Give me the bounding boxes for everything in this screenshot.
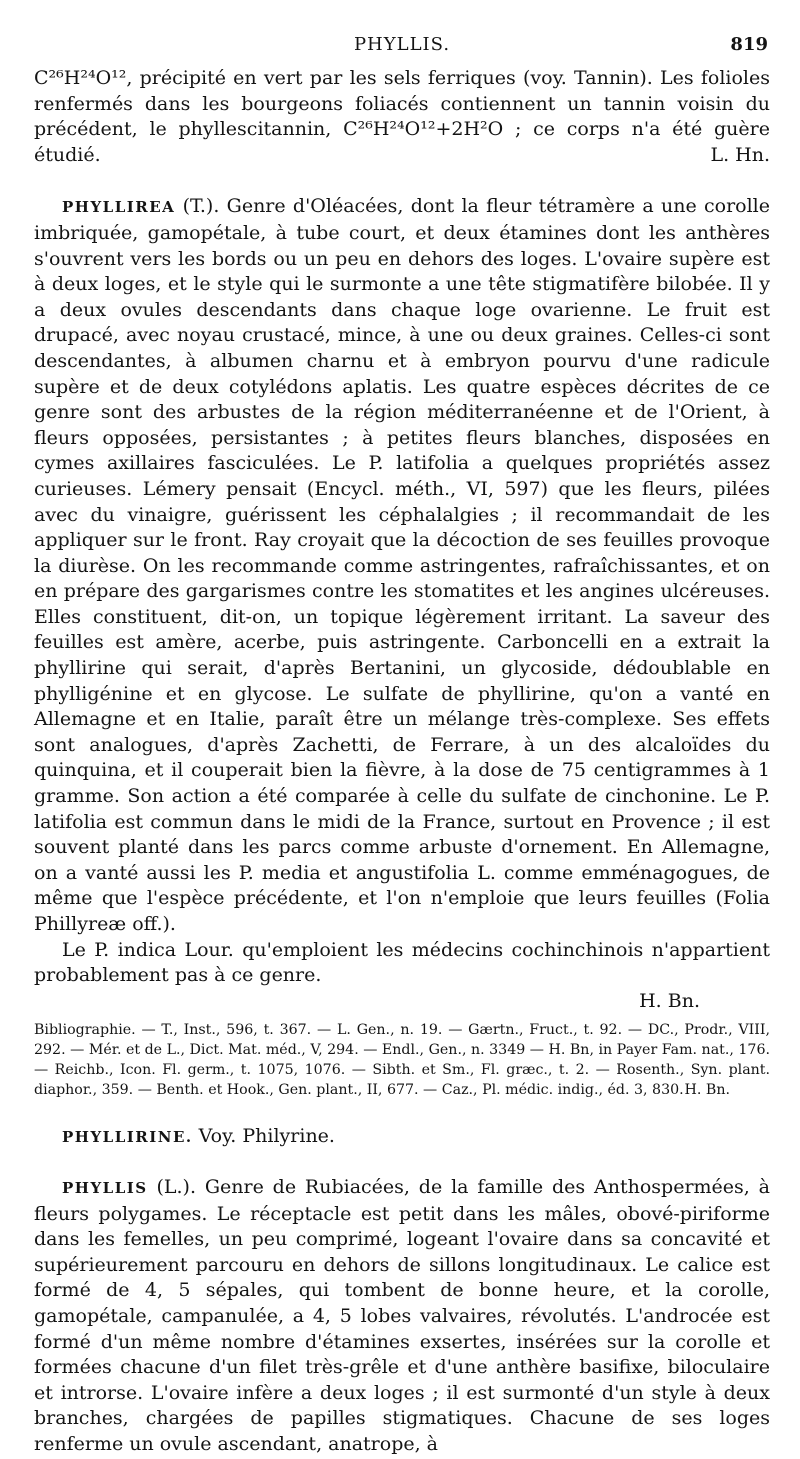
page-number: 819	[730, 34, 768, 55]
phyllirea-paragraph-1	[34, 194, 770, 937]
phyllis-text: (L.). Genre de Rubiacées, de la famille des Anthospermées, à fleurs polygames. Le réceptacle est petit dans les mâles, obové-piriforme dans les femelles, un peu comprimé, logeant l'ovaire dans sa concavité et supérieurement parcouru en dehors de sillons longitudinaux. Le calice est formé de 4, 5 sépales, qui tombent de bonne heure, et la corolle, gamopétale, campanulée, a 4, 5 lobes valvaires, révolutés. L'androcée est formé d'un même nombre d'étamines exsertes, insérées sur la corolle et formées chacune d'un filet très-grêle et d'une anthère basifixe, biloculaire et introrse. L'ovaire infère a deux loges ; il est surmonté d'un style à deux branches, chargées de papilles stigmatiques. Chacune de ses loges renferme un ovule ascendant, anatrope, à	[34, 1175, 771, 1455]
phyllirea-headword: PHYLLIREA	[62, 198, 176, 217]
continuation-text: C²⁶H²⁴O¹², précipité en vert par les sels ferriques (voy. Tannin). Les folioles renfermés dans les bourgeons foliacés contiennent un tannin voisin du précédent, le phyllescitannin, C²⁶H²⁴O¹²+2H²O ; ce corps n'a été guère étudié.	[34, 67, 770, 166]
bibliography-text: Bibliographie. — T., Inst., 596, t. 367. — L. Gen., n. 19. — Gærtn., Fruct., t. 92. — DC., Prodr., VIII, 292. — Mér. et de L., Dict. Mat. méd., V, 294. — Endl., Gen., n. 3349 — H. Bn, in Payer Fam. nat., 176. — Reichb., Icon. Fl. germ., t. 1075, 1076. — Sibth. et Sm., Fl. græc., t. 2. — Rosenth., Syn. plant. diaphor., 359. — Benth. et Hook., Gen. plant., II, 677. — Caz., Pl. médic. indig., éd. 3, 830.	[34, 1022, 770, 1099]
phyllirea-text-1: (T.). Genre d'Oléacées, dont la fleur tétramère a une corolle imbriquée, gamopétale, à tube court, et deux étamines dont les anthères s'ouvrent vers les bords ou un peu en dehors des loges. L'ovaire supère est à deux loges, et le style qui le surmonte a une tête stigmatifère bilobée. Il y a deux ovules descendants dans chaque loge ovarienne. Le fruit est drupacé, avec noyau crustacé, mince, à une ou deux graines. Celles-ci sont descendantes, à albumen charnu et à embryon pourvu d'une radicule supère et de deux cotylédons aplatis. Les quatre espèces décrites de ce genre sont des arbustes de la région méditerranéenne et de l'Orient, à fleurs opposées, persistantes ; à petites fleurs blanches, disposées en cymes axillaires fasciculées. Le P. latifolia a quelques propriétés assez curieuses. Lémery pensait (Encycl. méth., VI, 597) que les fleurs, pilées avec du vinaigre, guérissent les céphalalgies ; il recommandait de les appliquer sur le front. Ray croyait que la décoction de ses feuilles provoque la diurèse. On les recommande comme astringentes, rafraîchissantes, et on en prépare des gargarismes contre les stomatites et les angines ulcéreuses. Elles constituent, dit-on, un topique légèrement irritant. La saveur des feuilles est amère, acerbe, puis astringente. Carboncelli en a extrait la phyllirine qui serait, d'après Bertanini, un glycoside, dédoublable en phylligénine et en glycose. Le sulfate de phyllirine, qu'on a vanté en Allemagne et en Italie, paraît être un mélange très-complexe. Ses effets sont analogues, d'après Zachetti, de Ferrare, à un des alcaloïdes du quinquina, et il couperait bien la fièvre, à la dose de 75 centigrammes à 1 gramme. Son action a été comparée à celle du sulfate de cinchonine. Le P. latifolia est commun dans le midi de la France, surtout en Provence ; il est souvent planté dans les parcs comme arbuste d'ornement. En Allemagne, on a vanté aussi les P. media et angustifolia L. comme emménagogues, de même que l'espèce précédente, et l'on n'emploie que leurs feuilles (Folia Phillyreæ off.).	[34, 195, 771, 935]
running-title: PHYLLIS.	[353, 34, 451, 55]
entry-phyllirine	[34, 1124, 770, 1151]
continuation-signature: L. Hn.	[710, 143, 770, 166]
entry-phyllis	[34, 1175, 770, 1458]
phyllirea-text-2: Le P. indica Lour. qu'emploient les médecins cochinchinois n'appartient probablement pas à ce genre.	[34, 938, 770, 987]
phyllirea-bibliography	[34, 1020, 770, 1100]
bibliography-signature: H. Bn.	[684, 1082, 730, 1099]
phyllis-headword: PHYLLIS	[62, 1178, 148, 1197]
phyllis-paragraph	[34, 1175, 770, 1458]
phyllirine-headword: PHYLLIRINE.	[62, 1128, 193, 1147]
running-head	[34, 32, 770, 66]
phyllirea-signature: H. Bn.	[639, 989, 700, 1012]
phyllirine-crossref: Voy. Philyrine.	[198, 1125, 335, 1148]
phyllirine-paragraph	[34, 1124, 770, 1151]
continuation-paragraph	[34, 66, 770, 168]
entry-phyllirea	[34, 194, 770, 1100]
phyllirea-paragraph-2	[34, 938, 770, 1015]
